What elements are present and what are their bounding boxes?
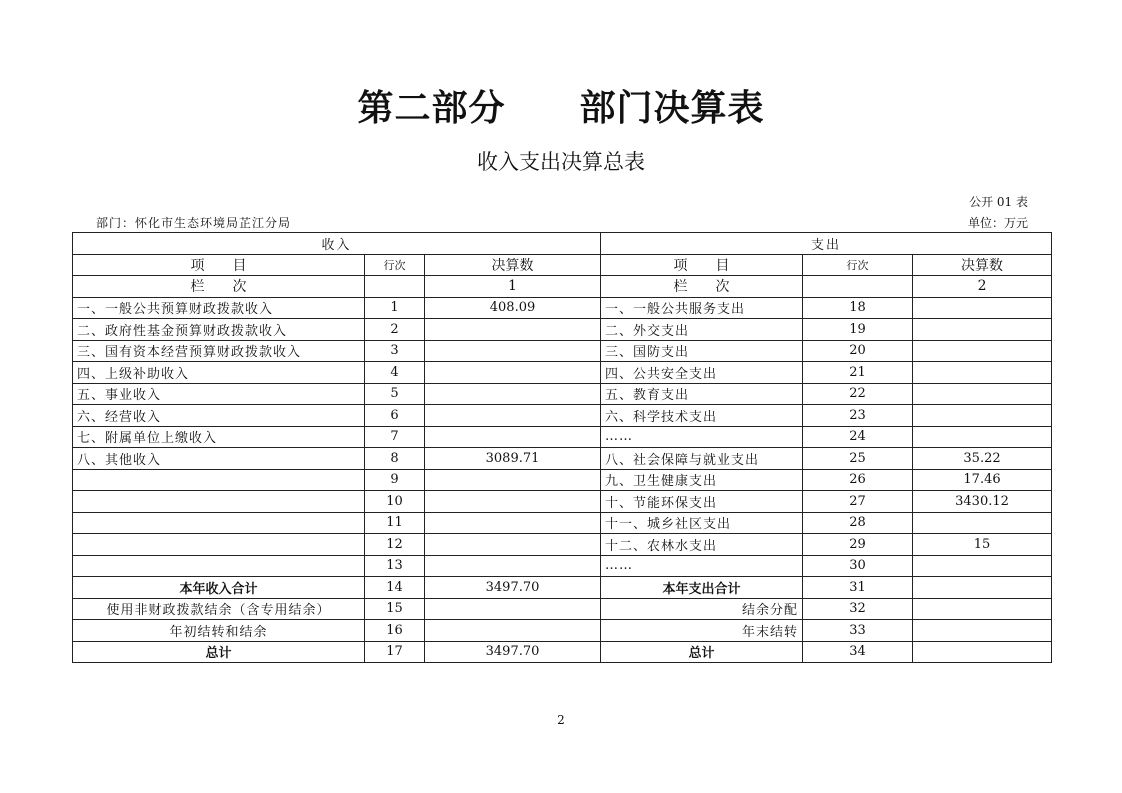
- grand-total-row: [73, 641, 1052, 663]
- income-amount-cell: [425, 319, 601, 341]
- expense-line-cell: 29: [803, 534, 913, 556]
- income-amount-cell: 3089.71: [425, 448, 601, 470]
- expense-line-cell: 25: [803, 448, 913, 470]
- income-item-cell: 七、附属单位上缴收入: [73, 426, 365, 448]
- expense-total-amount: [913, 577, 1052, 599]
- surplus-distribution-amount: [913, 598, 1052, 620]
- income-item-cell: [73, 469, 365, 491]
- expense-amount-cell: [913, 405, 1052, 427]
- expense-line-cell: 26: [803, 469, 913, 491]
- income-line-cell: 8: [365, 448, 425, 470]
- expense-grand-total-amount: [913, 641, 1052, 663]
- income-grand-total-amount: 3497.70: [425, 641, 601, 663]
- unit-label: 单位：万元: [967, 216, 1028, 230]
- nonfiscal-line: 15: [365, 598, 425, 620]
- income-item-cell: 二、政府性基金预算财政拨款收入: [73, 319, 365, 341]
- income-item-cell: 八、其他收入: [73, 448, 365, 470]
- surplus-distribution-label: 结余分配: [601, 598, 803, 620]
- table-title: 收入支出决算总表: [477, 150, 645, 174]
- expense-amount-cell: [913, 297, 1052, 319]
- expense-item-cell: 四、公共安全支出: [601, 362, 803, 384]
- income-line-cell: 12: [365, 534, 425, 556]
- income-item-cell: [73, 491, 365, 513]
- income-item-cell: [73, 555, 365, 577]
- table-row: [73, 340, 1052, 362]
- expense-line-cell: 20: [803, 340, 913, 362]
- department-label: 部门：怀化市生态环境局芷江分局: [96, 216, 292, 230]
- expense-amount-cell: 3430.12: [913, 491, 1052, 513]
- income-expense-table: [72, 232, 1052, 663]
- income-amount-cell: [425, 555, 601, 577]
- section-header-row: [73, 233, 1052, 255]
- table-row: [73, 426, 1052, 448]
- expense-amount-cell: 35.22: [913, 448, 1052, 470]
- expense-item-cell: 九、卫生健康支出: [601, 469, 803, 491]
- expense-total-label: 本年支出合计: [601, 577, 803, 599]
- expense-item-cell: 五、教育支出: [601, 383, 803, 405]
- closing-balance-amount: [913, 620, 1052, 642]
- income-line-cell: 1: [365, 297, 425, 319]
- income-total-line: 14: [365, 577, 425, 599]
- expense-item-cell: 一、一般公共服务支出: [601, 297, 803, 319]
- expense-amount-cell: [913, 426, 1052, 448]
- income-line-cell: 4: [365, 362, 425, 384]
- table-row: [73, 319, 1052, 341]
- expense-line-cell: 30: [803, 555, 913, 577]
- nonfiscal-label: 使用非财政拨款结余（含专用结余）: [73, 598, 365, 620]
- table-row: [73, 469, 1052, 491]
- income-column-number: 1: [425, 276, 601, 298]
- table-row: [73, 448, 1052, 470]
- expense-line-cell: 28: [803, 512, 913, 534]
- expense-line-cell: 23: [803, 405, 913, 427]
- expense-grand-total-label: 总计: [601, 641, 803, 663]
- income-amount-cell: [425, 426, 601, 448]
- expense-amount-cell: 17.46: [913, 469, 1052, 491]
- income-amount-cell: [425, 362, 601, 384]
- income-amount-cell: [425, 383, 601, 405]
- income-item-header: 项 目: [73, 254, 365, 276]
- opening-balance-amount: [425, 620, 601, 642]
- column-number-row: [73, 276, 1052, 298]
- expense-amount-cell: [913, 362, 1052, 384]
- income-total-label: 本年收入合计: [73, 577, 365, 599]
- income-line-cell: 7: [365, 426, 425, 448]
- income-section-header: 收入: [73, 233, 601, 255]
- expense-line-cell: 21: [803, 362, 913, 384]
- table-row: [73, 555, 1052, 577]
- expense-item-cell: ……: [601, 426, 803, 448]
- expense-item-cell: 三、国防支出: [601, 340, 803, 362]
- surplus-distribution-line: 32: [803, 598, 913, 620]
- expense-item-cell: 二、外交支出: [601, 319, 803, 341]
- expense-amount-cell: [913, 555, 1052, 577]
- table-row: [73, 491, 1052, 513]
- income-line-cell: 13: [365, 555, 425, 577]
- income-column-label: 栏 次: [73, 276, 365, 298]
- expense-column-label: 栏 次: [601, 276, 803, 298]
- expense-line-header: 行次: [803, 254, 913, 276]
- table-row: [73, 383, 1052, 405]
- income-line-cell: 6: [365, 405, 425, 427]
- income-line-cell: 9: [365, 469, 425, 491]
- income-grand-total-line: 17: [365, 641, 425, 663]
- opening-balance-line: 16: [365, 620, 425, 642]
- opening-balance-label: 年初结转和结余: [73, 620, 365, 642]
- expense-line-cell: 22: [803, 383, 913, 405]
- expense-item-cell: 十一、城乡社区支出: [601, 512, 803, 534]
- income-total-amount: 3497.70: [425, 577, 601, 599]
- expense-line-cell: 24: [803, 426, 913, 448]
- income-line-header: 行次: [365, 254, 425, 276]
- table-row: [73, 534, 1052, 556]
- income-item-cell: [73, 534, 365, 556]
- page-number: 2: [557, 713, 565, 727]
- income-amount-cell: [425, 491, 601, 513]
- expense-amount-cell: [913, 319, 1052, 341]
- expense-line-cell: 19: [803, 319, 913, 341]
- income-item-cell: 六、经营收入: [73, 405, 365, 427]
- expense-column-number: 2: [913, 276, 1052, 298]
- income-line-blank: [365, 276, 425, 298]
- table-row: [73, 512, 1052, 534]
- income-amount-cell: [425, 534, 601, 556]
- table-row: [73, 405, 1052, 427]
- income-item-cell: 三、国有资本经营预算财政拨款收入: [73, 340, 365, 362]
- expense-amount-cell: [913, 512, 1052, 534]
- expense-item-cell: 十、节能环保支出: [601, 491, 803, 513]
- income-amount-cell: [425, 469, 601, 491]
- expense-item-cell: 六、科学技术支出: [601, 405, 803, 427]
- nonfiscal-surplus-row: [73, 598, 1052, 620]
- expense-total-line: 31: [803, 577, 913, 599]
- nonfiscal-amount: [425, 598, 601, 620]
- expense-item-cell: 八、社会保障与就业支出: [601, 448, 803, 470]
- income-line-cell: 11: [365, 512, 425, 534]
- table-row: [73, 362, 1052, 384]
- table-row: [73, 297, 1052, 319]
- closing-balance-label: 年末结转: [601, 620, 803, 642]
- income-item-cell: 四、上级补助收入: [73, 362, 365, 384]
- expense-amount-cell: [913, 340, 1052, 362]
- expense-amount-cell: 15: [913, 534, 1052, 556]
- income-grand-total-label: 总计: [73, 641, 365, 663]
- data-rows: [73, 297, 1052, 577]
- form-code: 公开 01 表: [969, 195, 1028, 209]
- column-header-row: [73, 254, 1052, 276]
- expense-grand-total-line: 34: [803, 641, 913, 663]
- income-amount-cell: [425, 512, 601, 534]
- income-line-cell: 2: [365, 319, 425, 341]
- expense-item-cell: 十二、农林水支出: [601, 534, 803, 556]
- expense-section-header: 支出: [601, 233, 1052, 255]
- page-title: 第二部分 部门决算表: [357, 87, 765, 129]
- expense-line-cell: 18: [803, 297, 913, 319]
- closing-balance-line: 33: [803, 620, 913, 642]
- income-line-cell: 10: [365, 491, 425, 513]
- income-amount-cell: [425, 340, 601, 362]
- expense-line-cell: 27: [803, 491, 913, 513]
- annual-total-row: [73, 577, 1052, 599]
- expense-item-header: 项 目: [601, 254, 803, 276]
- income-amount-cell: 408.09: [425, 297, 601, 319]
- expense-amount-header: 决算数: [913, 254, 1052, 276]
- income-amount-cell: [425, 405, 601, 427]
- income-line-cell: 5: [365, 383, 425, 405]
- income-item-cell: 一、一般公共预算财政拨款收入: [73, 297, 365, 319]
- expense-item-cell: ……: [601, 555, 803, 577]
- expense-line-blank: [803, 276, 913, 298]
- income-item-cell: [73, 512, 365, 534]
- income-item-cell: 五、事业收入: [73, 383, 365, 405]
- income-line-cell: 3: [365, 340, 425, 362]
- income-amount-header: 决算数: [425, 254, 601, 276]
- carryover-row: [73, 620, 1052, 642]
- expense-amount-cell: [913, 383, 1052, 405]
